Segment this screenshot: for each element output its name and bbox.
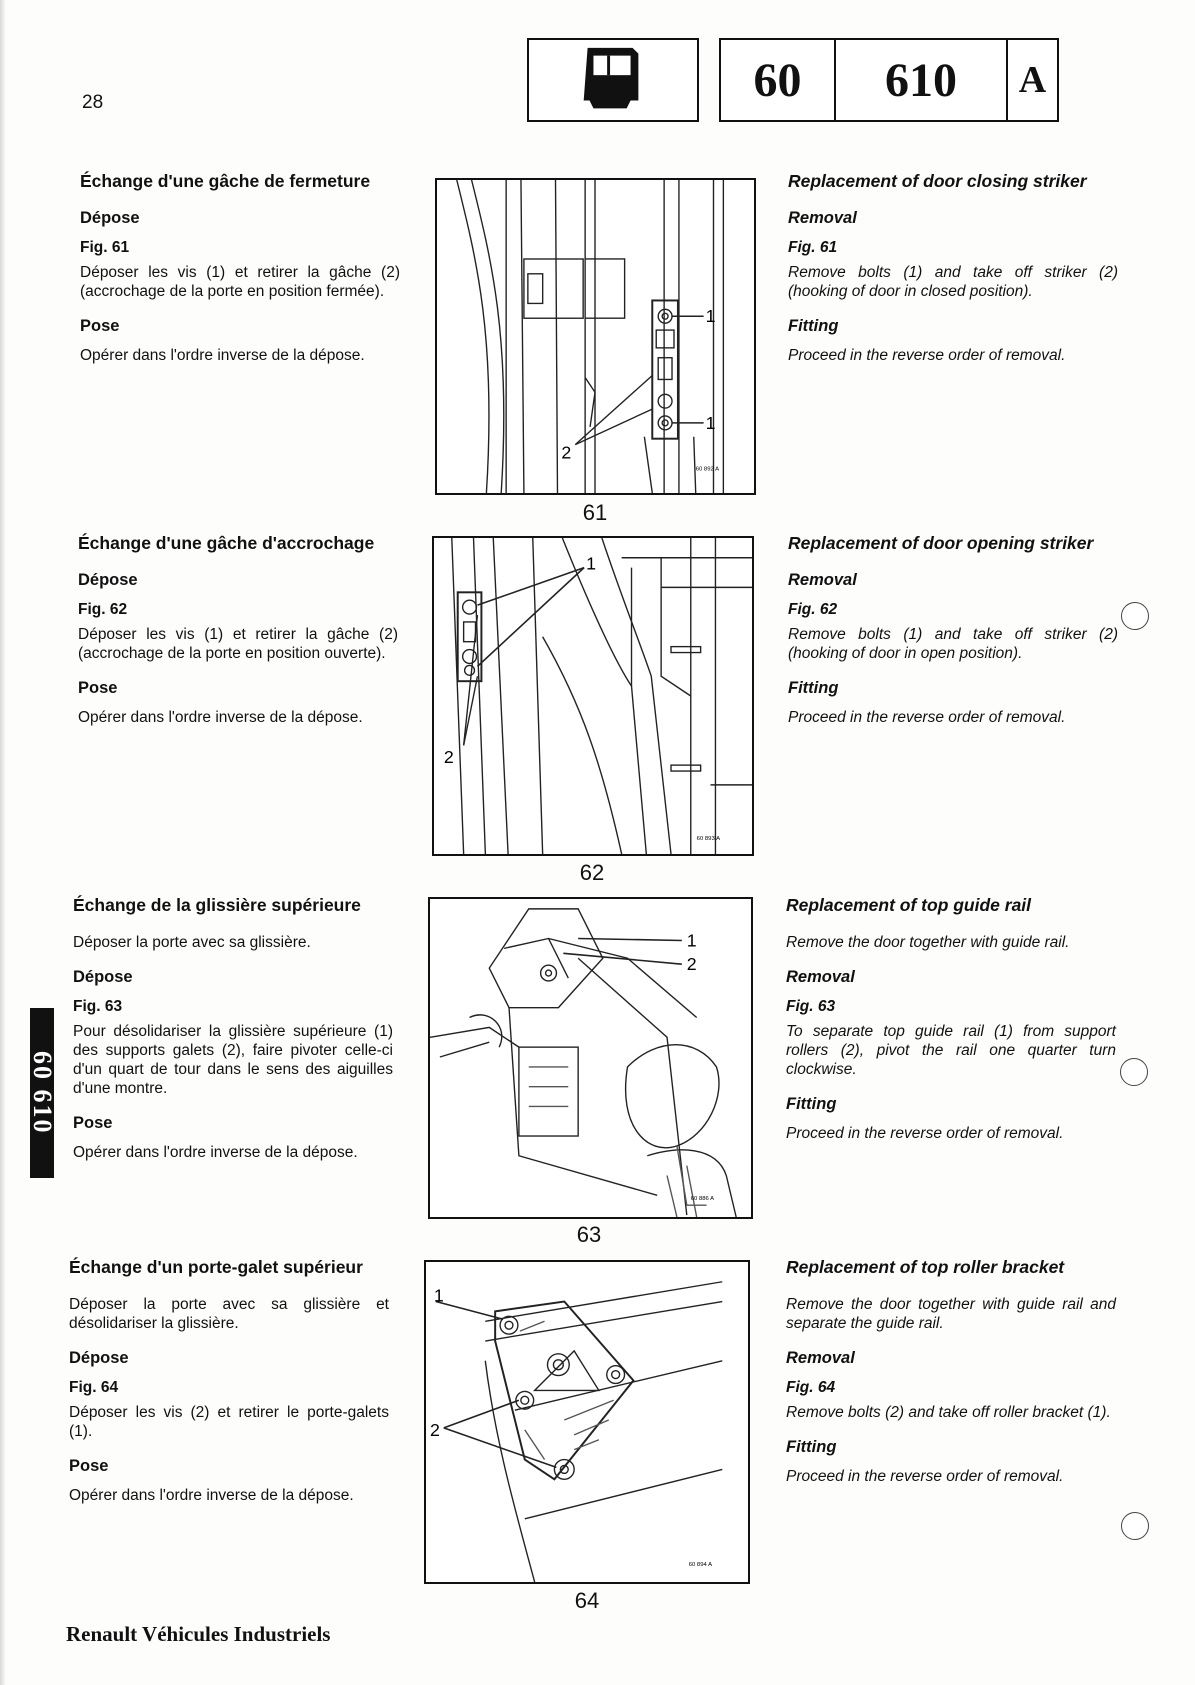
figure-caption: 62 [579,860,605,885]
code-group: 60 [721,40,836,120]
section-63-fr [73,896,393,1178]
intro-text: Remove the door together with guide rail. [786,934,1070,951]
section-title: Échange d'une gâche de fermeture [80,171,371,191]
intro-text: Remove the door together with guide rail and separate the guide rail. [786,1296,1116,1332]
header-code-box [719,38,1059,122]
fitting-heading: Fitting [786,1438,837,1456]
figure-63 [428,897,753,1219]
depose-heading: Dépose [78,571,138,589]
fitting-text: Proceed in the reverse order of removal. [788,347,1066,364]
fig-ref: Fig. 63 [73,998,123,1015]
figure-ref: 60 893 A [696,836,721,843]
callout-2: 2 [686,954,697,975]
instruction-text: Déposer les vis (1) et retirer la gâche (2) (accrochage de la porte en position ouverte). [78,626,398,662]
section-62-en [788,534,1118,743]
page-number: 28 [82,92,104,113]
section-title: Échange d'un porte-galet supérieur [69,1257,363,1277]
punch-hole [1120,1058,1148,1086]
punch-hole [1121,602,1149,630]
section-title: Replacement of door opening striker [788,533,1094,553]
callout-1b: 1 [705,412,716,433]
figure-ref: 60 886 A [690,1196,715,1203]
callout-1: 1 [433,1285,444,1306]
section-64-en [786,1258,1116,1502]
scan-edge [0,0,6,1685]
depose-heading: Dépose [80,209,140,227]
section-title: Replacement of door closing striker [788,171,1087,191]
callout-2: 2 [561,442,572,463]
section-title: Échange de la glissière supérieure [73,895,361,915]
depose-heading: Dépose [69,1349,129,1367]
section-63-en [786,896,1116,1159]
figure-64 [424,1260,750,1584]
callout-1: 1 [705,306,716,327]
figure-caption: 61 [582,500,608,525]
fig-ref: Fig. 61 [788,239,838,256]
instruction-text: To separate top guide rail (1) from support rollers (2), pivot the rail one quarter turn clockwise. [786,1023,1116,1078]
fig-ref: Fig. 62 [78,601,128,618]
fitting-text: Proceed in the reverse order of removal. [786,1125,1064,1142]
side-section-tab: 60 610 [30,1008,54,1178]
instruction-text: Déposer les vis (2) et retirer le porte-galets (1). [69,1404,389,1440]
fitting-text: Proceed in the reverse order of removal. [788,709,1066,726]
removal-heading: Removal [788,571,857,589]
callout-1: 1 [586,553,596,574]
fig-ref: Fig. 64 [786,1379,836,1396]
callout-2: 2 [443,747,454,768]
fitting-heading: Fitting [788,679,839,697]
figure-ref: 60 894 A [688,1562,713,1569]
instruction-text: Remove bolts (1) and take off striker (2) (hooking of door in open position). [788,626,1118,662]
figure-61 [435,178,756,495]
pose-text: Opérer dans l'ordre inverse de la dépose. [80,347,365,364]
pose-heading: Pose [73,1114,113,1132]
instruction-text: Pour désolidariser la glissière supérieure (1) des supports galets (2), faire pivoter celle-ci d'un quart de tour dans le sens des aiguilles d'une montre. [73,1023,393,1097]
pose-heading: Pose [80,317,120,335]
intro-text: Déposer la porte avec sa glissière. [73,934,311,951]
code-variant: A [1018,59,1047,101]
code-operation: 610 [836,40,1008,120]
fig-ref: Fig. 63 [786,998,836,1015]
section-61-en [788,172,1118,381]
pose-text: Opérer dans l'ordre inverse de la dépose. [73,1144,358,1161]
intro-text: Déposer la porte avec sa glissière et désolidariser la glissière. [69,1296,389,1332]
section-64-fr [69,1258,389,1521]
instruction-text: Remove bolts (2) and take off roller bracket (1). [786,1404,1111,1421]
section-title: Replacement of top roller bracket [786,1257,1065,1277]
punch-hole [1121,1512,1149,1540]
fig-ref: Fig. 62 [788,601,838,618]
fitting-heading: Fitting [788,317,839,335]
callout-2: 2 [429,1419,440,1440]
section-61-fr [80,172,400,381]
instruction-text: Déposer les vis (1) et retirer la gâche (2) (accrochage de la porte en position fermée). [80,264,400,300]
truck-cab-icon [529,40,697,122]
fig-ref: Fig. 64 [69,1379,119,1396]
fitting-heading: Fitting [786,1095,837,1113]
footer-publisher: Renault Véhicules Industriels [66,1622,331,1646]
callout-1: 1 [686,930,697,951]
removal-heading: Removal [786,968,855,986]
figure-caption: 64 [574,1588,600,1613]
figure-caption: 63 [576,1222,602,1247]
header-icon-box [527,38,699,122]
section-title: Échange d'une gâche d'accrochage [78,533,375,553]
figure-ref: 60 892 A [695,466,720,473]
fitting-text: Proceed in the reverse order of removal. [786,1468,1064,1485]
pose-heading: Pose [69,1457,109,1475]
section-62-fr [78,534,398,743]
figure-62 [432,536,754,856]
instruction-text: Remove bolts (1) and take off striker (2) (hooking of door in closed position). [788,264,1118,300]
fig-ref: Fig. 61 [80,239,130,256]
pose-heading: Pose [78,679,118,697]
section-title: Replacement of top guide rail [786,895,1032,915]
removal-heading: Removal [788,209,857,227]
pose-text: Opérer dans l'ordre inverse de la dépose. [69,1487,354,1504]
depose-heading: Dépose [73,968,133,986]
pose-text: Opérer dans l'ordre inverse de la dépose. [78,709,363,726]
removal-heading: Removal [786,1349,855,1367]
